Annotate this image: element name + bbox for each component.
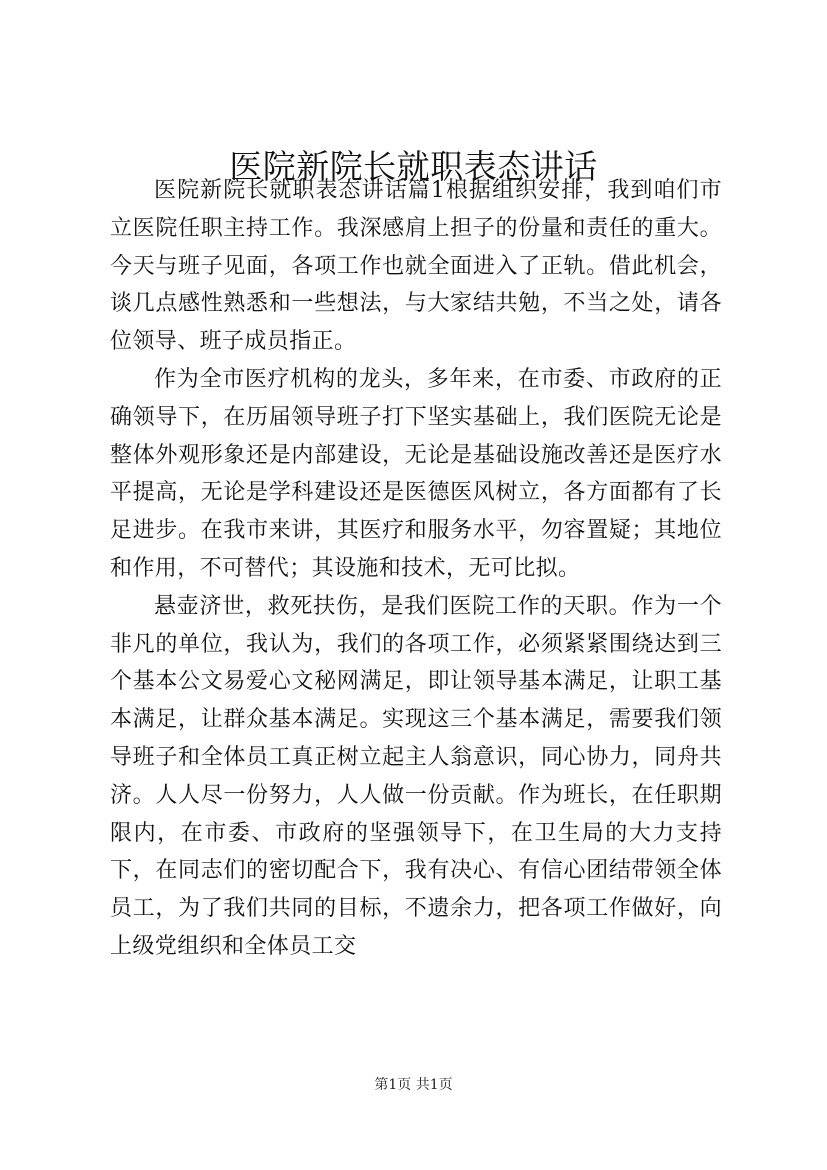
paragraph-2: 作为全市医疗机构的龙头，多年来，在市委、市政府的正确领导下，在历届领导班子打下坚实基础上，我们医院无论是整体外观形象还是内部建设，无论是基础设施改善还是医疗水平提高，无论是学科建设还是医德医风树立，各方面都有了长足进步。在我市来讲，其医疗和服务水平，勿容置疑；其地位和作用，不可替代；其设施和技术，无可比拟。 [110,366,722,581]
document-body [110,172,722,966]
document-title: 医院新院长就职表态讲话 [229,147,598,186]
paragraph-3: 悬壶济世，救死扶伤，是我们医院工作的天职。作为一个非凡的单位，我认为，我们的各项工作，必须紧紧围绕达到三个基本公文易爱心文秘网满足，即让领导基本满足，让职工基本满足，让群众基本满足。实现这三个基本满足，需要我们领导班子和全体员工真正树立起主人翁意识，同心协力，同舟共济。人人尽一份努力，人人做一份贡献。作为班长，在任职期限内，在市委、市政府的坚强领导下，在卫生局的大力支持下，在同志们的密切配合下，我有决心、有信心团结带领全体员工，为了我们共同的目标，不遗余力，把各项工作做好，向上级党组织和全体员工交 [110,593,722,959]
page-footer: 第1页 共1页 [374,1077,453,1093]
paragraph-1: 医院新院长就职表态讲话篇1根据组织安排，我到咱们市立医院任职主持工作。我深感肩上担子的份量和责任的重大。今天与班子见面，各项工作也就全面进入了正轨。借此机会，谈几点感性熟悉和一些想法，与大家结共勉，不当之处，请各位领导、班子成员指正。 [110,178,722,355]
